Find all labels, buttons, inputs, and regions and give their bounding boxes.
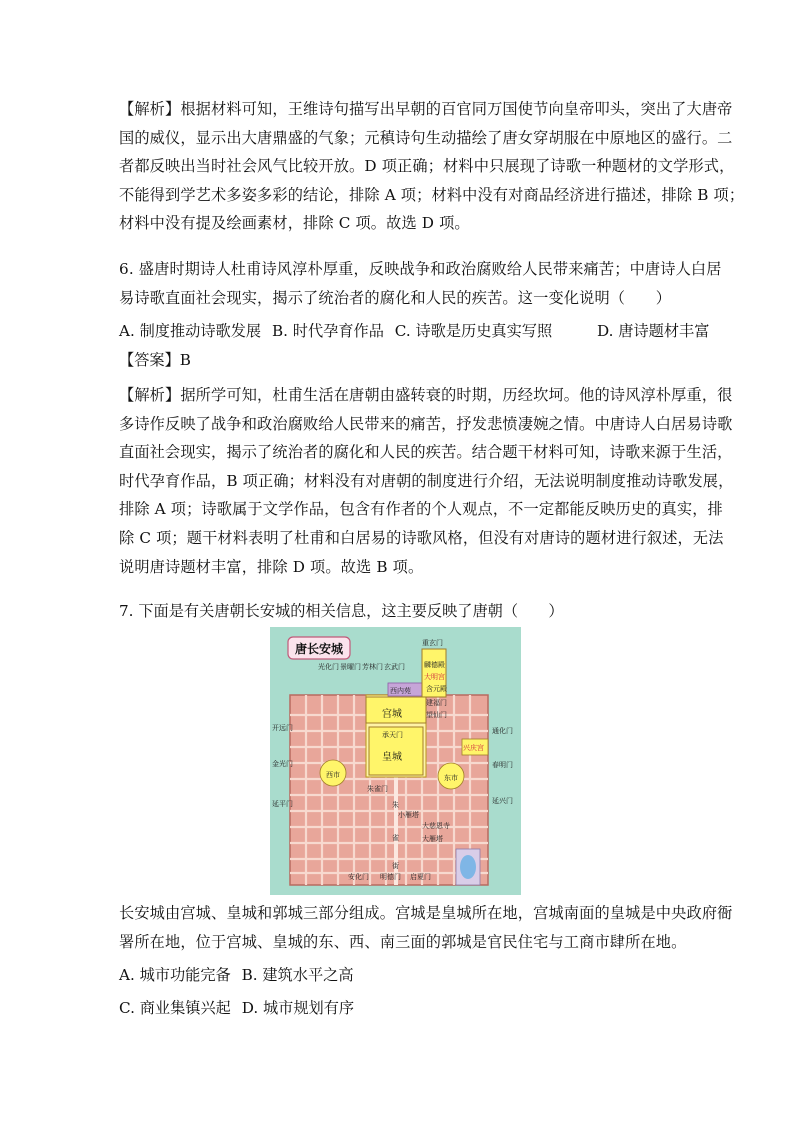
zhuque-street-char: 朱 bbox=[392, 801, 399, 809]
q6-option-d: D. 唐诗题材丰富 bbox=[596, 322, 710, 340]
east-gate-chunming: 春明门 bbox=[492, 761, 513, 769]
q6-stem-line: 易诗歌直面社会现实，揭示了统治者的腐化和人民的疾苦。这一变化说明（ ） bbox=[119, 288, 672, 307]
west-market-label: 西市 bbox=[326, 771, 340, 779]
q6-analysis-line: 除 C 项；题干材料表明了杜甫和白居易的诗歌风格，但没有对唐诗的题材进行叙述，无法 bbox=[119, 528, 724, 547]
chongxuan-gate-label: 重玄门 bbox=[422, 639, 443, 647]
q6-analysis-line: 排除 A 项；诗歌属于文学作品，包含有作者的个人观点，不一定都能反映历史的真实，排 bbox=[119, 500, 723, 519]
q5-analysis-line: 【解析】根据材料可知，王维诗句描写出早朝的百官同万国使节向皇帝叩头，突出了大唐帝 bbox=[119, 100, 733, 118]
north-gate-guanghua: 光化门 bbox=[318, 663, 339, 671]
q6-option-b: B. 时代孕育作品 bbox=[271, 322, 384, 340]
q7-description bbox=[119, 899, 733, 956]
q6-analysis-line: 【解析】据所学可知，杜甫生活在唐朝由盛转衰的时期，历经坎坷。他的诗风淳朴厚重，很 bbox=[119, 386, 733, 404]
q6-option-a: A. 制度推动诗歌发展 bbox=[119, 322, 262, 340]
big-goose-pagoda-label: 大雁塔 bbox=[422, 835, 443, 843]
q5-analysis-line: 者都反映出当时社会风气比较开放。D 项正确；材料中只展现了诗歌一种题材的文学形式， bbox=[119, 157, 735, 176]
west-gate-jinguang: 金光门 bbox=[272, 760, 293, 768]
ci-en-temple-label: 大慈恩寺 bbox=[422, 822, 450, 830]
gong-cheng-label: 宫城 bbox=[382, 709, 402, 720]
jianfu-gate-label: 建福门 bbox=[426, 699, 447, 707]
q7-option-a: A. 城市功能完备 bbox=[119, 966, 231, 984]
linde-hall-label: 麟德殿 bbox=[424, 661, 445, 669]
xinei-garden-label: 西内苑 bbox=[390, 687, 411, 695]
north-gate-jingyao: 景曜门 bbox=[340, 663, 361, 671]
q6-analysis-line: 时代孕育作品，B 项正确；材料没有对唐朝的制度进行介绍，无法说明制度推动诗歌发展， bbox=[119, 471, 734, 490]
q5-analysis bbox=[119, 95, 745, 238]
q7-description-line: 长安城由宫城、皇城和郭城三部分组成。宫城是皇城所在地，宫城南面的皇城是中央政府衙 bbox=[119, 904, 733, 922]
chengtian-gate-label: 承天门 bbox=[382, 731, 403, 739]
north-gate-xuanwu: 玄武门 bbox=[384, 663, 405, 671]
wangxian-gate-label: 望仙门 bbox=[426, 711, 447, 719]
q7-option-d: D. 城市规划有序 bbox=[241, 999, 355, 1017]
q5-analysis-line: 材料中没有提及绘画素材，排除 C 项。故选 D 项。 bbox=[119, 214, 470, 233]
qujiang-water bbox=[460, 855, 476, 879]
zhuque-street-char: 雀 bbox=[392, 834, 399, 842]
huang-cheng-label: 皇城 bbox=[382, 752, 402, 763]
q5-analysis-line: 国的威仪，显示出大唐鼎盛的气象；元稹诗句生动描绘了唐女穿胡服在中原地区的盛行。二 bbox=[119, 128, 733, 147]
east-gate-tonghua: 通化门 bbox=[492, 727, 513, 735]
west-gate-kaiyuan: 开远门 bbox=[272, 724, 293, 732]
small-goose-pagoda-label: 小雁塔 bbox=[398, 811, 419, 819]
q7-description-line: 署所在地，位于宫城、皇城的东、西、南三面的郭城是官民住宅与工商市肆所在地。 bbox=[119, 932, 687, 951]
q6-analysis-line: 说明唐诗题材丰富，排除 D 项。故选 B 项。 bbox=[119, 557, 424, 576]
east-market-label: 东市 bbox=[444, 774, 458, 782]
q6-analysis-line: 直面社会现实，揭示了统治者的腐化和人民的疾苦。结合题干材料可知，诗歌来源于生活， bbox=[119, 443, 733, 462]
q6-stem bbox=[119, 255, 722, 312]
map-title: 唐长安城 bbox=[295, 642, 344, 656]
north-gate-fanglin: 芳林门 bbox=[362, 663, 383, 671]
q6-analysis bbox=[119, 381, 734, 581]
q7-option-b: B. 建筑水平之高 bbox=[241, 966, 354, 984]
q7-options-row2 bbox=[119, 994, 360, 1022]
q7-option-c: C. 商业集镇兴起 bbox=[119, 999, 231, 1017]
q7-stem: 7. 下面是有关唐朝长安城的相关信息，这主要反映了唐朝（ ） bbox=[119, 602, 564, 620]
xingqing-palace-label: 兴庆宫 bbox=[463, 744, 484, 752]
q6-options bbox=[119, 317, 715, 345]
south-gate-qixia: 启夏门 bbox=[410, 873, 431, 881]
south-gate-anhua: 安化门 bbox=[348, 873, 369, 881]
zhuque-gate-label: 朱雀门 bbox=[367, 785, 388, 793]
hanyuan-hall-label: 含元殿 bbox=[426, 685, 447, 693]
q6-analysis-line: 多诗作反映了战争和政治腐败给人民带来的痛苦，抒发悲愤凄婉之情。中唐诗人白居易诗歌 bbox=[119, 414, 733, 433]
west-gate-yanping: 延平门 bbox=[272, 800, 293, 808]
q6-answer: 【答案】B bbox=[119, 351, 191, 369]
daming-palace-label: 大明宫 bbox=[424, 673, 445, 681]
q6-stem-line: 6. 盛唐时期诗人杜甫诗风淳朴厚重，反映战争和政治腐败给人民带来痛苦；中唐诗人白居 bbox=[119, 260, 722, 278]
zhuque-street-char: 街 bbox=[392, 862, 399, 870]
q7-options-row1 bbox=[119, 961, 360, 989]
east-gate-yanxing: 延兴门 bbox=[492, 797, 513, 805]
q6-option-c: C. 诗歌是历史真实写照 bbox=[394, 322, 553, 340]
changan-map bbox=[270, 627, 521, 895]
q5-analysis-line: 不能得到学艺术多姿多彩的结论，排除 A 项；材料中没有对商品经济进行描述，排除 B 项； bbox=[119, 185, 745, 204]
south-gate-mingde: 明德门 bbox=[380, 873, 401, 881]
